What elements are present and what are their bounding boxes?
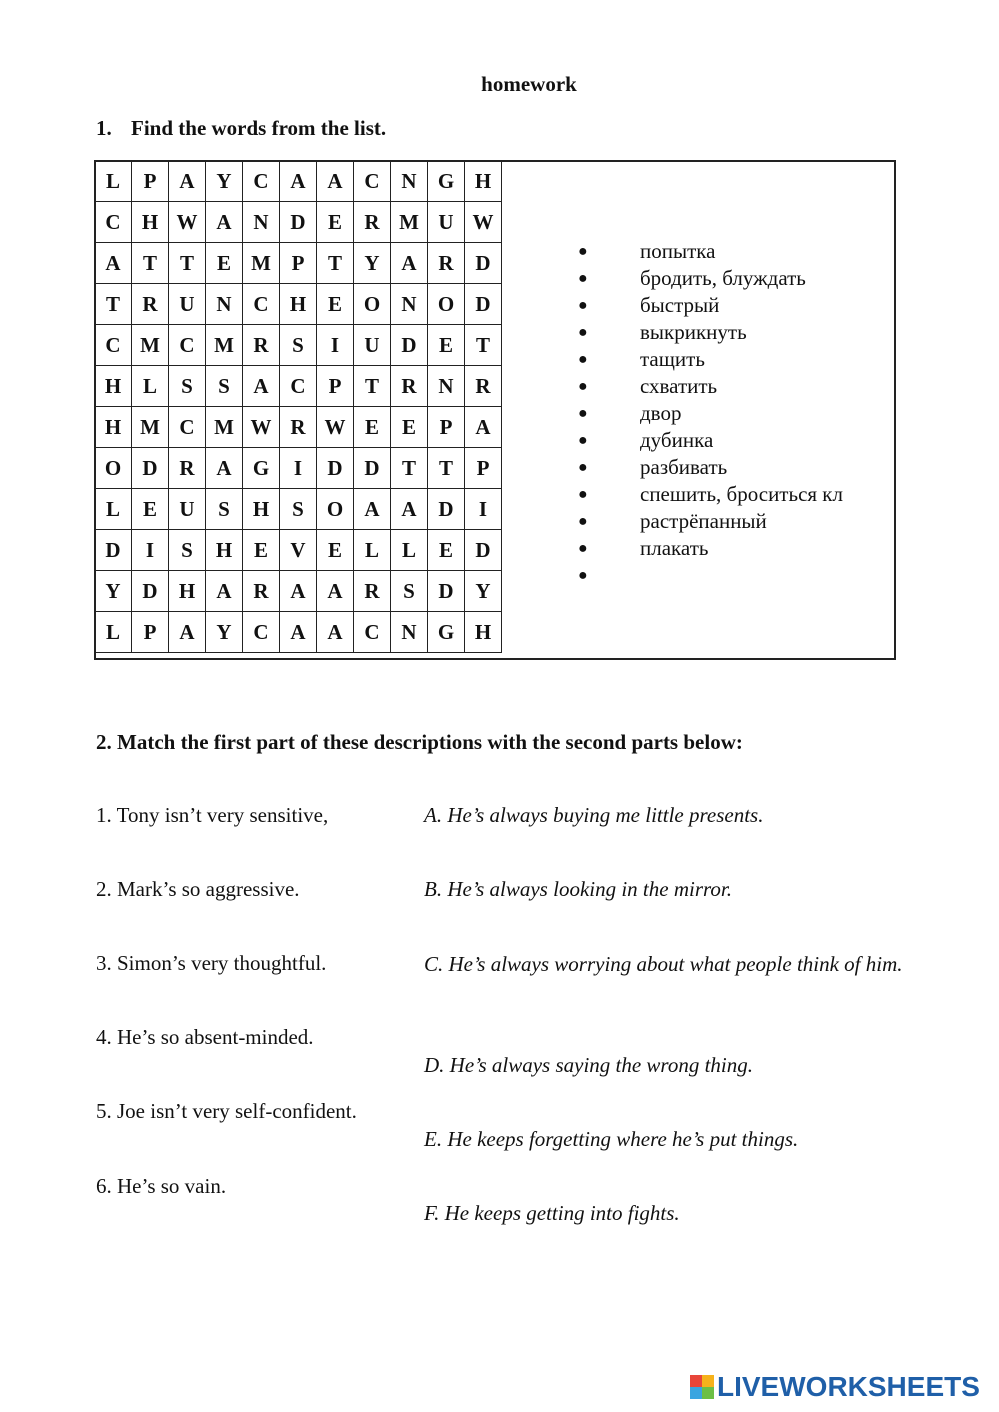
grid-cell: G <box>428 612 465 653</box>
grid-cell: A <box>206 448 243 489</box>
word-list-text: разбивать <box>640 455 728 479</box>
logo-block <box>690 1375 702 1387</box>
grid-cell: L <box>95 489 132 530</box>
grid-cell: A <box>280 612 317 653</box>
grid-row <box>95 612 502 653</box>
grid-cell: R <box>169 448 206 489</box>
grid-cell: D <box>317 448 354 489</box>
word-list-item <box>578 373 843 400</box>
grid-cell: G <box>243 448 280 489</box>
grid-cell: O <box>428 284 465 325</box>
grid-row <box>95 571 502 612</box>
grid-cell: U <box>354 325 391 366</box>
grid-row <box>95 530 502 571</box>
grid-cell: D <box>465 284 502 325</box>
grid-cell: N <box>391 161 428 202</box>
bullet-icon: ● <box>578 297 588 314</box>
grid-cell: Y <box>206 161 243 202</box>
grid-cell: M <box>243 243 280 284</box>
word-list-text: выкрикнуть <box>640 320 747 344</box>
grid-cell: T <box>169 243 206 284</box>
grid-cell: C <box>95 325 132 366</box>
word-list-text: бродить, блуждать <box>640 266 806 290</box>
grid-cell: T <box>132 243 169 284</box>
grid-cell: R <box>428 243 465 284</box>
grid-cell: H <box>465 161 502 202</box>
word-list-text: растрёпанный <box>640 509 767 533</box>
grid-cell: A <box>243 366 280 407</box>
bullet-icon: ● <box>578 486 588 503</box>
bullet-icon: ● <box>578 378 588 395</box>
grid-row <box>95 366 502 407</box>
grid-cell: O <box>95 448 132 489</box>
grid-cell: A <box>280 571 317 612</box>
grid-cell: A <box>391 489 428 530</box>
first-part-5: 5. Joe isn’t very self-confident. <box>96 1099 357 1123</box>
grid-cell: N <box>428 366 465 407</box>
bullet-icon: ● <box>578 540 588 557</box>
word-list-item <box>578 427 843 454</box>
grid-cell: C <box>243 284 280 325</box>
grid-cell: D <box>428 571 465 612</box>
grid-cell: P <box>465 448 502 489</box>
second-part-a: A. He’s always buying me little presents. <box>424 803 764 827</box>
grid-cell: L <box>391 530 428 571</box>
grid-cell: H <box>243 489 280 530</box>
grid-cell: C <box>354 612 391 653</box>
grid-cell: R <box>391 366 428 407</box>
grid-cell: A <box>354 489 391 530</box>
grid-cell: I <box>317 325 354 366</box>
grid-cell: N <box>243 202 280 243</box>
grid-cell: R <box>354 571 391 612</box>
grid-cell: A <box>206 202 243 243</box>
grid-cell: O <box>317 489 354 530</box>
grid-cell: Y <box>95 571 132 612</box>
grid-cell: C <box>354 161 391 202</box>
grid-cell: H <box>132 202 169 243</box>
grid-cell: M <box>132 325 169 366</box>
grid-cell: C <box>169 407 206 448</box>
grid-row <box>95 243 502 284</box>
grid-cell: N <box>206 284 243 325</box>
word-list-text: схватить <box>640 374 718 398</box>
grid-cell: A <box>317 612 354 653</box>
grid-cell: D <box>132 571 169 612</box>
grid-cell: C <box>169 325 206 366</box>
grid-cell: M <box>391 202 428 243</box>
grid-cell: T <box>465 325 502 366</box>
word-list-text: быстрый <box>640 293 720 317</box>
bullet-icon: ● <box>578 567 588 584</box>
word-list-text: попытка <box>640 239 716 263</box>
grid-cell: E <box>317 202 354 243</box>
grid-cell: P <box>280 243 317 284</box>
grid-cell: D <box>95 530 132 571</box>
grid-cell: R <box>243 571 280 612</box>
grid-cell: Y <box>465 571 502 612</box>
word-list-item <box>578 481 843 508</box>
grid-cell: Y <box>206 612 243 653</box>
bullet-icon: ● <box>578 243 588 260</box>
grid-cell: H <box>465 612 502 653</box>
word-list-item <box>578 265 843 292</box>
grid-cell: I <box>280 448 317 489</box>
grid-cell: H <box>95 407 132 448</box>
word-list-text: плакать <box>640 536 709 560</box>
grid-cell: S <box>206 366 243 407</box>
liveworksheets-logo-icon <box>690 1375 714 1399</box>
grid-cell: V <box>280 530 317 571</box>
grid-cell: A <box>95 243 132 284</box>
grid-cell: H <box>169 571 206 612</box>
grid-cell: P <box>132 612 169 653</box>
grid-cell: E <box>391 407 428 448</box>
grid-cell: S <box>280 489 317 530</box>
grid-cell: N <box>391 612 428 653</box>
word-list-item <box>578 319 843 346</box>
task2-heading: 2. Match the first part of these descriptions with the second parts below: <box>96 730 743 754</box>
first-part-1: 1. Tony isn’t very sensitive, <box>96 803 329 827</box>
grid-cell: S <box>169 530 206 571</box>
grid-cell: L <box>132 366 169 407</box>
grid-cell: R <box>465 366 502 407</box>
grid-cell: A <box>391 243 428 284</box>
grid-row <box>95 407 502 448</box>
grid-cell: D <box>391 325 428 366</box>
task1-number: 1. <box>96 116 112 140</box>
grid-cell: Y <box>354 243 391 284</box>
grid-cell: W <box>317 407 354 448</box>
first-part-3: 3. Simon’s very thoughtful. <box>96 951 327 975</box>
word-list-item <box>578 508 843 535</box>
grid-cell: C <box>243 612 280 653</box>
bullet-icon: ● <box>578 432 588 449</box>
grid-cell: C <box>243 161 280 202</box>
grid-cell: S <box>280 325 317 366</box>
page-title: homework <box>481 72 577 96</box>
grid-row <box>95 202 502 243</box>
bullet-icon: ● <box>578 513 588 530</box>
grid-cell: L <box>95 612 132 653</box>
grid-cell: H <box>280 284 317 325</box>
grid-row <box>95 284 502 325</box>
grid-cell: U <box>169 284 206 325</box>
word-list-text: дубинка <box>640 428 714 452</box>
grid-cell: R <box>132 284 169 325</box>
grid-cell: E <box>132 489 169 530</box>
logo-block <box>702 1387 714 1399</box>
grid-cell: E <box>206 243 243 284</box>
bullet-icon: ● <box>578 270 588 287</box>
second-part-d: D. He’s always saying the wrong thing. <box>424 1053 753 1077</box>
grid-cell: P <box>132 161 169 202</box>
grid-cell: D <box>132 448 169 489</box>
grid-cell: T <box>317 243 354 284</box>
word-list-text: тащить <box>640 347 705 371</box>
logo-block <box>690 1387 702 1399</box>
grid-cell: T <box>428 448 465 489</box>
grid-cell: E <box>243 530 280 571</box>
grid-cell: D <box>354 448 391 489</box>
brand-name: LIVEWORKSHEETS <box>717 1371 980 1402</box>
logo-block <box>702 1375 714 1387</box>
grid-cell: W <box>465 202 502 243</box>
task1-heading-text: Find the words from the list. <box>131 116 387 140</box>
grid-cell: M <box>206 407 243 448</box>
grid-cell: A <box>280 161 317 202</box>
grid-cell: P <box>317 366 354 407</box>
grid-cell: C <box>95 202 132 243</box>
grid-cell: E <box>428 530 465 571</box>
word-list <box>578 238 843 589</box>
grid-cell: A <box>169 612 206 653</box>
word-list-item <box>578 454 843 481</box>
grid-cell: L <box>354 530 391 571</box>
word-list-item <box>578 346 843 373</box>
grid-cell: D <box>280 202 317 243</box>
grid-cell: W <box>243 407 280 448</box>
first-part-6: 6. He’s so vain. <box>96 1174 227 1198</box>
liveworksheets-brand <box>690 1372 980 1402</box>
grid-cell: C <box>280 366 317 407</box>
word-list-text: спешить, броситься кл <box>640 482 843 506</box>
grid-row <box>95 448 502 489</box>
grid-cell: H <box>95 366 132 407</box>
grid-cell: E <box>317 530 354 571</box>
grid-cell: M <box>206 325 243 366</box>
grid-cell: H <box>206 530 243 571</box>
word-list-text: двор <box>640 401 682 425</box>
grid-cell: E <box>354 407 391 448</box>
grid-cell: R <box>243 325 280 366</box>
grid-cell: E <box>317 284 354 325</box>
word-list-item <box>578 535 843 562</box>
grid-cell: T <box>95 284 132 325</box>
first-part-2: 2. Mark’s so aggressive. <box>96 877 300 901</box>
word-list-item <box>578 238 843 265</box>
grid-cell: A <box>317 161 354 202</box>
second-part-e: E. He keeps forgetting where he’s put things. <box>424 1127 799 1151</box>
grid-cell: G <box>428 161 465 202</box>
grid-cell: S <box>169 366 206 407</box>
grid-cell: N <box>391 284 428 325</box>
word-list-item <box>578 400 843 427</box>
grid-cell: A <box>169 161 206 202</box>
bullet-icon: ● <box>578 324 588 341</box>
second-part-f: F. He keeps getting into fights. <box>424 1201 680 1225</box>
grid-cell: T <box>354 366 391 407</box>
grid-cell: L <box>95 161 132 202</box>
second-part-b: B. He’s always looking in the mirror. <box>424 877 732 901</box>
grid-cell: S <box>206 489 243 530</box>
grid-cell: T <box>391 448 428 489</box>
grid-cell: I <box>465 489 502 530</box>
grid-cell: D <box>428 489 465 530</box>
word-search-grid <box>94 160 502 653</box>
task1-heading <box>96 116 386 141</box>
bullet-icon: ● <box>578 351 588 368</box>
grid-cell: D <box>465 530 502 571</box>
grid-cell: A <box>317 571 354 612</box>
grid-row <box>95 489 502 530</box>
grid-cell: D <box>465 243 502 284</box>
grid-cell: U <box>169 489 206 530</box>
grid-cell: O <box>354 284 391 325</box>
grid-cell: A <box>206 571 243 612</box>
grid-cell: W <box>169 202 206 243</box>
word-list-item <box>578 292 843 319</box>
grid-cell: R <box>280 407 317 448</box>
grid-cell: R <box>354 202 391 243</box>
grid-cell: S <box>391 571 428 612</box>
grid-row <box>95 325 502 366</box>
grid-cell: E <box>428 325 465 366</box>
grid-row <box>95 161 502 202</box>
bullet-icon: ● <box>578 459 588 476</box>
grid-cell: I <box>132 530 169 571</box>
word-list-item <box>578 562 843 589</box>
second-part-c: C. He’s always worrying about what people think of him. <box>424 952 903 976</box>
first-part-4: 4. He’s so absent-minded. <box>96 1025 314 1049</box>
grid-cell: M <box>132 407 169 448</box>
grid-cell: U <box>428 202 465 243</box>
bullet-icon: ● <box>578 405 588 422</box>
grid-cell: A <box>465 407 502 448</box>
grid-cell: P <box>428 407 465 448</box>
